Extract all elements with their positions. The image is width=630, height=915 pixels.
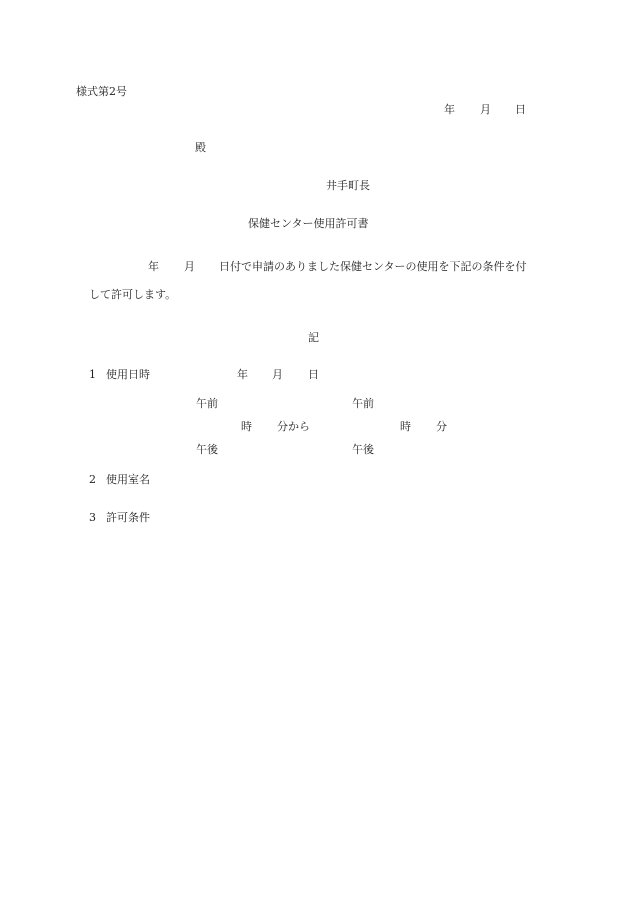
start-am-label: 午前 [196,397,218,410]
start-hour-label: 時 [241,420,252,433]
end-minute-label: 分 [436,420,447,433]
start-minute-from-label: 分から [277,420,310,433]
issuer-name: 井手町長 [326,179,370,192]
usage-month: 月 [272,368,283,381]
date-month: 月 [480,103,491,116]
item-1-number: 1 [89,368,96,381]
start-pm-label: 午後 [196,443,218,456]
addressee-honorific: 殿 [195,141,206,154]
end-hour-label: 時 [400,420,411,433]
item-2-number: 2 [89,473,96,486]
ki-heading: 記 [308,331,319,344]
body-year: 年 [148,260,159,273]
item-3-label: 許可条件 [106,511,150,524]
item-2-label: 使用室名 [106,473,150,486]
form-number: 様式第2号 [76,85,127,98]
document-title: 保健センター使用許可書 [248,217,369,230]
date-year: 年 [444,103,455,116]
body-text-line1: 日付で申請のありました保健センターの使用を下記の条件を付 [219,260,527,273]
end-am-label: 午前 [352,397,374,410]
usage-day: 日 [308,368,319,381]
usage-year: 年 [237,368,248,381]
item-3-number: 3 [89,511,96,524]
body-text-line2: して許可します。 [89,288,177,301]
date-day: 日 [515,103,526,116]
end-pm-label: 午後 [352,443,374,456]
item-1-label: 使用日時 [106,368,150,381]
body-month: 月 [184,260,195,273]
